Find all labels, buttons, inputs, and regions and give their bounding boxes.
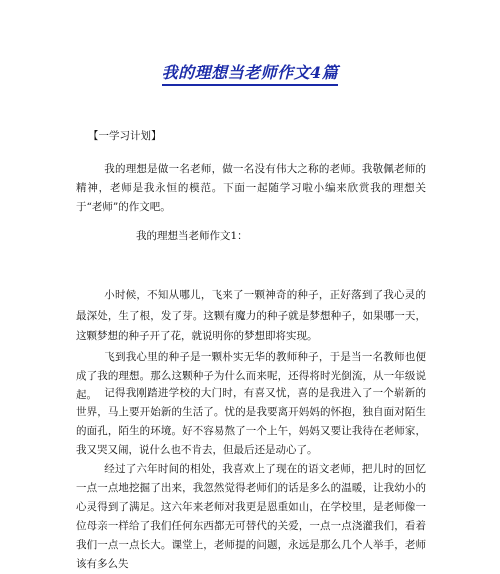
intro-paragraph (76, 160, 426, 217)
essay-paragraph (76, 460, 426, 574)
essay-paragraph-text: 经过了六年时间的相处，我喜欢上了现在的语文老师，把儿时的回忆一点一点地挖掘了出来，我忽然觉得老师们的话是多么的温暖，让我幼小的心灵得到了满足。这六年来老师对我更是恩重如山，在学校里，是老师像一位母亲一样给了我们任何东西都无可替代的关爱，一点一点浇灌我们，看着我们一点一点长大。课堂上，老师提的问题，永远是那么几个人举手，老师该有多么失 (76, 463, 426, 570)
intro-text: 我的理想是做一名老师，做一名没有伟大之称的老师。我敬佩老师的精神，老师是我永恒的模范。下面一起随学习啦小编来欣赏我的理想关于“老师”的作文吧。 (76, 163, 426, 213)
essay-paragraph-text: 飞到我心里的种子是一颗朴实无华的教师种子，于是当一名教师也便成了我的理想。那么这颗种子为什么而来呢，还得将时光倒流，从一年级说起。 (76, 351, 426, 401)
essay-paragraph (76, 285, 426, 347)
essay-paragraph (76, 384, 426, 460)
section-tag: 【一学习计划】 (88, 130, 162, 142)
essay-paragraph-text: 小时候，不知从哪儿，飞来了一颗神奇的种子，正好落到了我心灵的最深处，生了根，发了芽。这颗有魔力的种子就是梦想种子，如果哪一天，这颗梦想的种子开了花，就说明你的梦想即将实现。 (76, 289, 426, 342)
document-title (0, 60, 500, 86)
document-title-text: 我的理想当老师作文4篇 (162, 60, 339, 86)
essay-heading: 我的理想当老师作文1： (136, 230, 248, 242)
essay-paragraph-text: 记得我刚踏进学校的大门时，有喜又忧，喜的是我进入了一个崭新的世界，马上要开始新的生活了。忧的是我要离开妈妈的怀抱，独自面对陌生的面孔，陌生的环境。好不容易熬了一个上午，妈妈又要让我待在老师家，我又哭又闹，说什么也不肯去，但最后还是动心了。 (76, 387, 426, 456)
